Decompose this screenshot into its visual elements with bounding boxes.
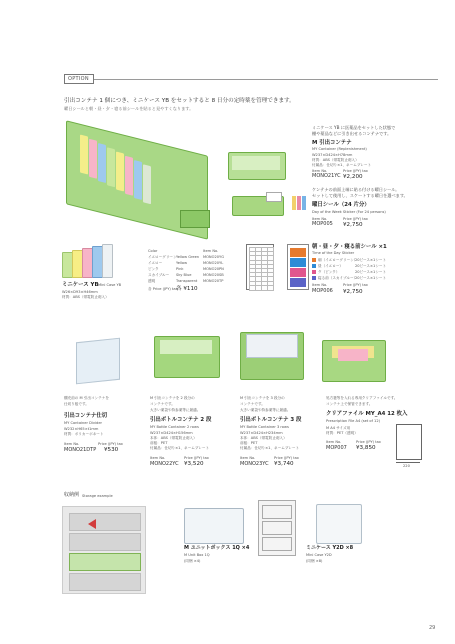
product-spec: 付属品：仕切り×1、ネームプレート [240, 446, 300, 450]
storage-label-en: Storage example [82, 494, 113, 498]
time-row-value: 20ピース×1シート [355, 276, 387, 280]
color-jp: イエロー [148, 261, 163, 265]
storage-label: 収納例 [64, 492, 80, 498]
product-title-en: MY Container Divider [64, 421, 103, 425]
day-sticker-desc2: セットして使用し、スケートする曜日を選べます。 [312, 193, 408, 198]
bottle-container-3-photo [236, 318, 312, 390]
drawer-unit-photo [258, 500, 296, 556]
time-row-value: 20ピース×1シート [355, 270, 387, 274]
product-desc: コンテナです。 [240, 402, 265, 406]
color-itemno: MONO20SB [203, 273, 224, 277]
color-jp: イエローグリーン [148, 255, 177, 259]
color-jp: スカイブルー [148, 273, 170, 277]
divider-photo [70, 318, 130, 392]
time-sticker-title-en: Time of the Day Sticker [312, 251, 355, 255]
product-price-label: Price (JPY) tax [184, 456, 209, 460]
time-sticker-itemno: MOP006 [312, 288, 333, 294]
day-sticker-title: 曜日シール（24 片分） [312, 202, 370, 208]
product-spec: W237×D424×H234mm [240, 431, 283, 435]
color-itemno: MONO20PN [203, 267, 224, 271]
time-row-swatch [312, 258, 316, 262]
color-itemno: MONO20YL [203, 261, 224, 265]
product-title: 引出コンテナ仕切 [64, 413, 108, 419]
product-title: 引出ボトルコンテナ 2 段 [150, 417, 212, 423]
m-tray-title: M 引出コンテナ [312, 140, 352, 146]
unit-box-photo [184, 508, 244, 544]
minicase-y2d-photo [316, 504, 362, 544]
product-price: ¥3,740 [274, 461, 294, 467]
storage-arrow-icon [88, 519, 96, 529]
product-desc: 大きい薬袋や持参薬等に最適。 [240, 408, 291, 412]
color-en: Transparent [176, 279, 198, 283]
time-sticker-price-label: Price (JPY) tax [343, 283, 368, 287]
m-tray-spec3: 付属品：仕切り×1、ネームプレート [312, 163, 372, 167]
product-spec: 本体：ABS（帯電防止剤入） [240, 436, 287, 440]
page-number: 29 [429, 625, 436, 631]
clear-file-photo [318, 318, 394, 390]
section-label: OPTION [68, 75, 89, 82]
minicase-yb-photo [62, 244, 118, 278]
minicase-y2d-title: ミニケース Y2D ×8 [306, 545, 354, 551]
m-tray-spec1: W237×D424×H78mm [312, 153, 353, 157]
product-desc: M 引出コンテナを 2 段分の [150, 396, 195, 400]
day-sticker-strip [292, 196, 308, 210]
time-sticker-sheet [287, 244, 309, 290]
time-row-swatch [312, 276, 316, 280]
header-rule [64, 79, 438, 80]
m-tray-spec2: 材質：ABS（帯電防止剤入） [312, 158, 359, 162]
product-price-label: Price (JPY) tax [274, 456, 299, 460]
product-desc: M 引出コンテナを 3 段分の [240, 396, 285, 400]
minicase-price-label: 各 Price (JPY) tax [148, 287, 178, 291]
minicase-spec2: 材質：ABS（帯電防止剤入） [62, 295, 109, 299]
m-tray-title-en: MY Container (Replenishment) [312, 147, 367, 151]
product-title-en: MY Bottle Container 2 rows [150, 425, 199, 429]
product-desc: 大きい薬袋や持参薬等に最適。 [150, 408, 201, 412]
time-row-label: 昼（イエロー） [318, 264, 344, 268]
product-spec: W232×H65×t1mm [64, 427, 99, 431]
product-spec: W237×D424×H156mm [150, 431, 193, 435]
day-sticker-itemno-label: Item No. [312, 217, 328, 221]
minicase-y2d-note: (同梱 ×8) [306, 559, 323, 563]
time-row-swatch [312, 264, 316, 268]
product-itemno: MONO23YC [240, 461, 269, 467]
bottle-container-2-photo [148, 322, 230, 390]
color-en: Sky Blue [176, 273, 192, 277]
day-sticker-itemno: MOP005 [312, 221, 333, 227]
time-row-value: 20ピース×1シート [355, 258, 387, 262]
product-spec: 本体：ABS（帯電防止剤入） [150, 436, 197, 440]
time-row-label: 夕（ピンク） [318, 270, 340, 274]
product-spec: 材質：PET（透明） [326, 431, 358, 435]
intro-line1: 引出コンテナ 1 個につき、ミニケース YB をセットすると 8 日分の定時薬を管理できます。 [64, 98, 295, 104]
unit-box-sub: M Unit Box 1Q [184, 553, 210, 557]
product-desc: 棚充前の M 引出コンテナを [64, 396, 109, 400]
product-title-en: Prescription File A4 (set of 12) [326, 419, 381, 423]
product-itemno-label: Item No. [240, 456, 256, 460]
section-tab [64, 74, 94, 84]
product-spec: 付属品：仕切り×1、ネームプレート [150, 446, 210, 450]
m-tray-desc1: ミニケース YB に医薬品をセットした状態で [312, 125, 396, 130]
color-header: Color [148, 249, 158, 253]
day-sticker-price: ¥2,750 [343, 222, 363, 228]
tray-with-minicases-photo [62, 118, 212, 238]
product-itemno-label: Item No. [326, 440, 342, 444]
time-sticker-itemno-label: Item No. [312, 283, 328, 287]
product-itemno-label: Item No. [64, 442, 80, 446]
product-spec: 材質：ポリカーボネート [64, 432, 104, 436]
minicase-y2d-sub: Mini Case Y2D [306, 553, 332, 557]
product-price: ¥3,520 [184, 461, 204, 467]
product-desc: コンテナです。 [150, 402, 175, 406]
day-sticker-desc1: ケンテナの前面上端に貼る付ける曜日シール。 [312, 187, 400, 192]
product-desc: 仕切り板です。 [64, 402, 89, 406]
time-row-value: 20ピース×1シート [355, 264, 387, 268]
product-title: クリアファイル MY_A4 12 枚入 [326, 411, 408, 417]
m-tray-itemno: MONO21YC [312, 173, 341, 179]
product-itemno-label: Item No. [150, 456, 166, 460]
file-dimension-diagram [396, 424, 422, 460]
storage-cabinet-photo [62, 506, 146, 594]
product-spec: 前板：PET [240, 441, 258, 445]
day-sticker-price-label: Price (JPY) tax [343, 217, 368, 221]
file-dimension-line [396, 462, 420, 463]
day-sticker-photo [232, 192, 284, 218]
color-jp: 透明 [148, 279, 156, 283]
product-price: ¥530 [104, 447, 119, 453]
color-en: Yellow Green [176, 255, 200, 259]
time-sticker-title: 朝・昼・夕・寝る前シール ×1 [312, 244, 387, 250]
minicase-title: ミニケース YB [62, 282, 99, 288]
m-tray-price-label: Price (JPY) tax [343, 169, 368, 173]
color-en: Yellow [176, 261, 188, 265]
product-price: ¥3,850 [356, 445, 376, 451]
time-row-label: 朝（イエローグリーン） [318, 258, 358, 262]
m-tray-desc2: 棚や薬品などに引き出せるコンテナです。 [312, 131, 392, 136]
intro-line2: 曜日シールと朝・昼・夕・寝る前シールを貼ると見やすくなります。 [64, 106, 194, 111]
time-row-swatch [312, 270, 316, 274]
unit-box-note: (同梱 ×4) [184, 559, 201, 563]
color-itemno: MONO20YG [203, 255, 224, 259]
product-desc: コンテナ上で保管できます。 [326, 402, 373, 406]
product-itemno: MONO21DTP [64, 447, 97, 453]
time-sticker-price: ¥2,750 [343, 289, 363, 295]
product-title: 引出ボトルコンテナ 3 段 [240, 417, 302, 423]
day-sticker-sheet [246, 244, 274, 290]
day-sticker-cell [267, 285, 275, 291]
minicase-price: 各 ¥110 [176, 286, 198, 292]
color-en: Pink [176, 267, 184, 271]
m-tray-container-photo [228, 148, 286, 182]
time-row-label: 寝る前（スカイブルー） [318, 276, 358, 280]
item-header: Item No. [203, 249, 219, 253]
product-desc: 処方箋等を入れる専用クリアファイルです。 [326, 396, 398, 400]
product-spec: 前板：PET [150, 441, 168, 445]
product-itemno: MOP007 [326, 445, 347, 451]
product-price-label: Price (JPY) tax [356, 440, 381, 444]
product-itemno: MONO22YC [150, 461, 179, 467]
color-jp: ピンク [148, 267, 159, 271]
product-spec: M A4 サイズ用 [326, 426, 351, 430]
file-dimension-value: 220 [403, 464, 410, 468]
product-title-en: MY Bottle Container 3 rows [240, 425, 289, 429]
unit-box-title: M ユニットボックス 1Q ×4 [184, 545, 250, 551]
product-price-label: Price (JPY) tax [98, 442, 123, 446]
minicase-title-en: Mini Case YB [98, 283, 122, 287]
day-sticker-title-en: Day of the Week Sticker (For 24 persons) [312, 210, 386, 214]
color-itemno: MONO20TP [203, 279, 224, 283]
m-tray-price: ¥2,200 [343, 174, 363, 180]
minicase-spec1: W26×D93×H46mm [62, 290, 98, 294]
m-tray-itemno-label: Item No. [312, 169, 328, 173]
